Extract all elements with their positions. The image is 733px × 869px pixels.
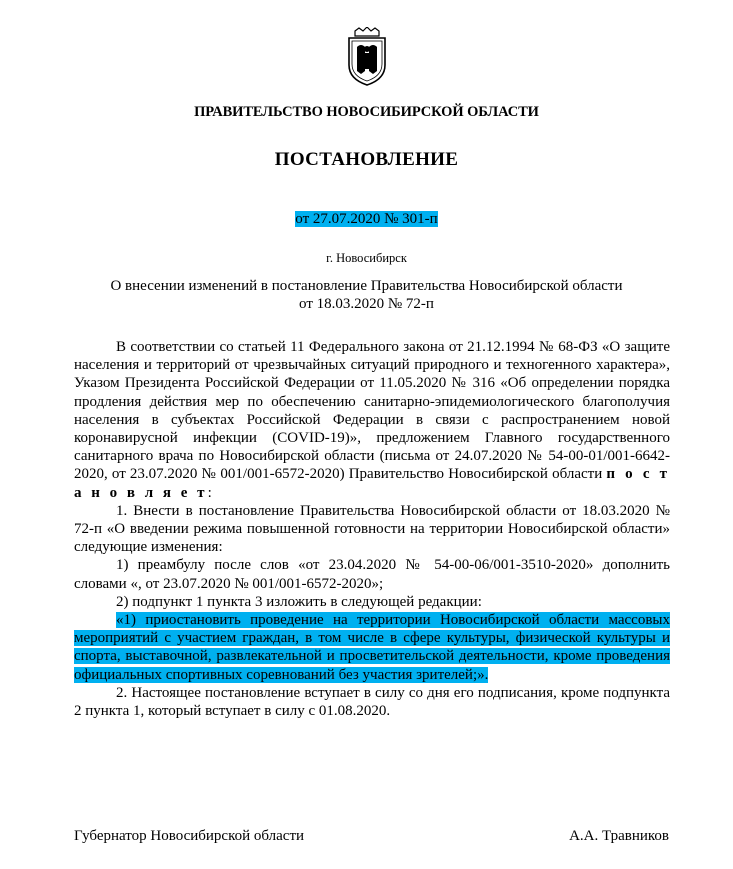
date-number-line [0, 211, 733, 228]
preamble-end: : [207, 484, 212, 501]
subject-line-1: О внесении изменений в постановление Правительства Новосибирской области [110, 278, 623, 294]
paragraph-new-wording [74, 611, 670, 684]
paragraph-item-1: 1. Внести в постановление Правительства Новосибирской области от 18.03.2020 № 72-п «О введении режима повышенной готовности на территории Новосибирской области» следующие изменения: [74, 502, 670, 556]
paragraph-item-2: 2. Настоящее постановление вступает в силу со дня его подписания, кроме подпункта 2 пункта 1, который вступает в силу с 01.08.2020. [74, 684, 670, 720]
government-title: ПРАВИТЕЛЬСТВО НОВОСИБИРСКОЙ ОБЛАСТИ [194, 104, 539, 120]
date-number[interactable]: от 27.07.2020 № 301-п [295, 211, 438, 227]
resolves-word: п о с т а н о в л я е т [74, 466, 670, 501]
paragraph-preamble [74, 338, 670, 502]
preamble-text: В соответствии со статьей 11 Федерального закона от 21.12.1994 № 68-ФЗ «О защите населения и территорий от чрезвычайных ситуаций природного и техногенного характера», Указом Президента Российской Федерации от 11.05.2020 № 316 «Об определении порядка продления действия мер по обеспечению санитарно-эпидемиологического благополучия населения в субъектах Российской Федерации в связи с распространением новой коронавирусной инфекции (COVID-19)», предложением Главного государственного санитарного врача по Новосибирской области (письма от 24.07.2020 № 54-00-01/001-6642-2020, от 23.07.2020 № 001/001-6572-2020) Правительство Новосибирской области [74, 339, 670, 483]
document-body [74, 338, 670, 720]
subject [60, 277, 673, 313]
highlighted-new-wording[interactable]: «1) приостановить проведение на территории Новосибирской области массовых мероприятий с участием граждан, в том числе в сфере культуры, физической культуры и спорта, выставочной, развлекательной и просветительской деятельности, кроме проведения официальных спортивных соревнований без участия зрителей;». [74, 612, 670, 683]
paragraph-subitem-1: 1) преамбулу после слов «от 23.04.2020 № 54-00-06/001-3510-2020» дополнить словами «, от 23.07.2020 № 001/001-6572-2020»; [74, 557, 670, 592]
paragraph-subitem-2: 2) подпункт 1 пункта 3 изложить в следующей редакции: [116, 593, 482, 610]
coat-of-arms-icon [343, 27, 391, 87]
signatory-position: Губернатор Новосибирской области [74, 828, 305, 844]
document-type: ПОСТАНОВЛЕНИЕ [274, 149, 459, 170]
city: г. Новосибирск [326, 251, 407, 265]
signatory-name: А.А. Травников [569, 828, 669, 844]
subject-line-2: от 18.03.2020 № 72-п [299, 296, 434, 312]
